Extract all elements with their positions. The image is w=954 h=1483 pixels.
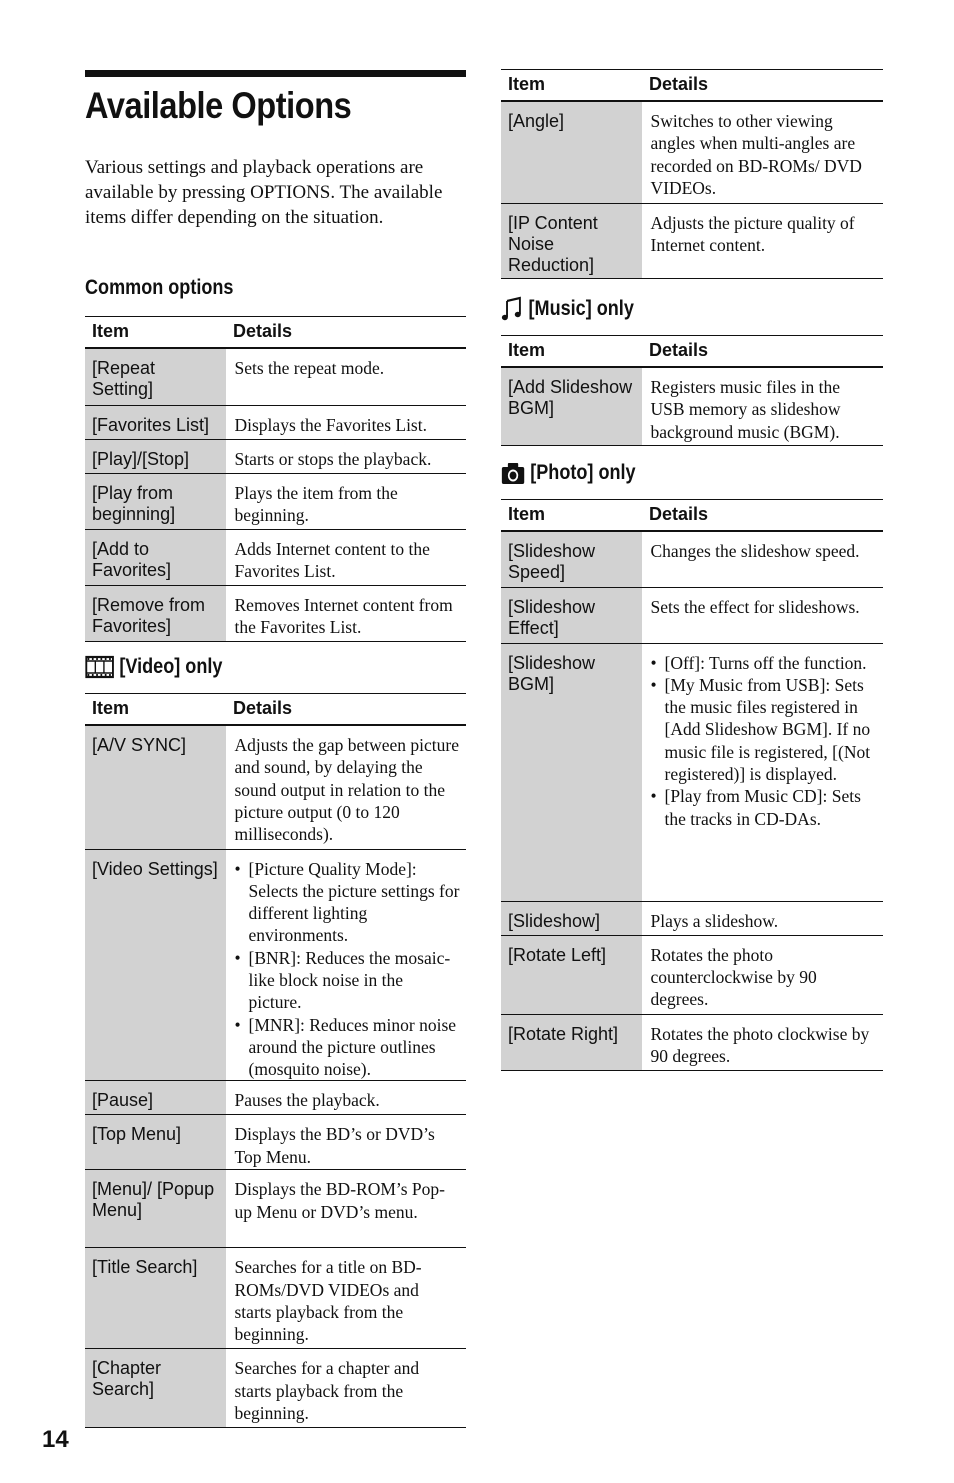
camera-icon (501, 461, 525, 485)
title-rule (85, 70, 466, 77)
table-row (85, 348, 466, 405)
details-cell: Plays a slideshow. (642, 901, 883, 935)
table-row (85, 405, 466, 439)
details-cell: Searches for a title on BD-ROMs/DVD VIDEOs and starts playback from the beginning. (226, 1248, 466, 1349)
table-row (501, 901, 883, 935)
details-cell: Adds Internet content to the Favorites List. (226, 529, 466, 585)
column-header-details: Details (226, 694, 466, 726)
item-cell: [Play]/[Stop] (85, 439, 226, 473)
photo-only-heading-text: [Photo] only (530, 461, 636, 484)
page-title: Available Options (85, 85, 352, 126)
table-row (501, 101, 883, 203)
column-header-item: Item (85, 694, 226, 726)
item-cell: [Remove from Favorites] (85, 585, 226, 641)
details-cell: Switches to other viewing angles when multi-angles are recorded on BD-ROMs/ DVD VIDEOs. (642, 101, 883, 203)
column-header-item: Item (501, 500, 642, 532)
column-header-item: Item (501, 336, 642, 368)
details-cell: Adjusts the picture quality of Internet content. (642, 203, 883, 278)
item-cell: [Slideshow Effect] (501, 587, 642, 643)
details-cell: Rotates the photo clockwise by 90 degrees. (642, 1014, 883, 1070)
table-row (85, 473, 466, 529)
column-header-details: Details (642, 70, 883, 102)
details-cell: Displays the BD’s or DVD’s Top Menu. (226, 1115, 466, 1170)
music-only-heading (501, 296, 634, 322)
item-cell: [A/V SYNC] (85, 725, 226, 849)
item-cell: [Top Menu] (85, 1115, 226, 1170)
details-cell: Removes Internet content from the Favorites List. (226, 585, 466, 641)
table-row (85, 439, 466, 473)
item-cell: [Favorites List] (85, 405, 226, 439)
item-cell: [Pause] (85, 1081, 226, 1115)
music-note-icon (501, 296, 523, 322)
details-cell: Starts or stops the playback. (226, 439, 466, 473)
column-header-item: Item (85, 317, 226, 349)
table-body (501, 531, 883, 1070)
details-bullet: • [My Music from USB]: Sets the music files registered in [Add Slideshow BGM]. If no music file is registered, [(Not registered)] is displayed. (651, 674, 878, 785)
table-row (85, 1081, 466, 1115)
video-options-table (85, 693, 466, 1428)
table-row (85, 1248, 466, 1349)
details-cell: Registers music files in the USB memory as slideshow background music (BGM). (642, 367, 883, 445)
item-cell: [Menu]/ [Popup Menu] (85, 1170, 226, 1248)
film-icon (85, 655, 114, 679)
details-bullet: • [MNR]: Reduces minor noise around the picture outlines (mosquito noise). (235, 1014, 461, 1081)
page-number: 14 (42, 1426, 69, 1453)
item-cell: [Title Search] (85, 1248, 226, 1349)
table-row (85, 725, 466, 849)
photo-options-table (501, 499, 883, 1071)
details-cell: Searches for a chapter and starts playback from the beginning. (226, 1349, 466, 1428)
table-body (501, 101, 883, 278)
video-only-heading (85, 655, 222, 679)
table-row (501, 935, 883, 1014)
details-cell: Changes the slideshow speed. (642, 531, 883, 587)
details-bullet-list (235, 858, 461, 1081)
details-cell: Plays the item from the beginning. (226, 473, 466, 529)
table-body (501, 367, 883, 445)
table-row (85, 1170, 466, 1248)
item-cell: [Add to Favorites] (85, 529, 226, 585)
details-bullet-list (651, 652, 878, 830)
details-cell: Displays the BD-ROM’s Pop-up Menu or DVD’s menu. (226, 1170, 466, 1248)
item-cell: [Video Settings] (85, 849, 226, 1081)
video-options-continued-table (501, 69, 883, 279)
item-cell: [Slideshow] (501, 901, 642, 935)
item-cell: [Angle] (501, 101, 642, 203)
common-options-table (85, 316, 466, 642)
table-row (501, 1014, 883, 1070)
table-body (85, 725, 466, 1428)
item-cell: [Add Slideshow BGM] (501, 367, 642, 445)
details-cell: Adjusts the gap between picture and sound, by delaying the sound output in relation to the picture output (0 to 120 milliseconds). (226, 725, 466, 849)
details-cell: Sets the repeat mode. (226, 348, 466, 405)
item-cell: [Rotate Left] (501, 935, 642, 1014)
table-row (501, 587, 883, 643)
details-bullet: • [Off]: Turns off the function. (651, 652, 878, 674)
table-row (85, 849, 466, 1081)
details-cell: Sets the effect for slideshows. (642, 587, 883, 643)
details-cell (226, 849, 466, 1081)
table-body (85, 348, 466, 641)
table-row (501, 531, 883, 587)
column-header-details: Details (642, 500, 883, 532)
details-bullet: • [Play from Music CD]: Sets the tracks in CD-DAs. (651, 785, 878, 830)
item-cell: [Play from beginning] (85, 473, 226, 529)
item-cell: [Repeat Setting] (85, 348, 226, 405)
details-cell: Pauses the playback. (226, 1081, 466, 1115)
item-cell: [Chapter Search] (85, 1349, 226, 1428)
table-row (501, 203, 883, 278)
table-row (85, 529, 466, 585)
common-options-heading: Common options (85, 276, 234, 299)
item-cell: [Slideshow BGM] (501, 643, 642, 901)
column-header-details: Details (642, 336, 883, 368)
details-cell (642, 643, 883, 901)
photo-only-heading (501, 461, 636, 485)
item-cell: [IP Content Noise Reduction] (501, 203, 642, 278)
details-cell: Displays the Favorites List. (226, 405, 466, 439)
table-row (501, 367, 883, 445)
column-header-details: Details (226, 317, 466, 349)
music-options-table (501, 335, 883, 446)
details-bullet: • [Picture Quality Mode]: Selects the picture settings for different lighting environments. (235, 858, 461, 947)
table-row (85, 1115, 466, 1170)
item-cell: [Rotate Right] (501, 1014, 642, 1070)
column-header-item: Item (501, 70, 642, 102)
details-cell: Rotates the photo counterclockwise by 90 degrees. (642, 935, 883, 1014)
details-bullet: • [BNR]: Reduces the mosaic-like block noise in the picture. (235, 947, 461, 1014)
video-only-heading-text: [Video] only (119, 655, 223, 678)
table-row (85, 585, 466, 641)
table-row (85, 1349, 466, 1428)
item-cell: [Slideshow Speed] (501, 531, 642, 587)
table-row (501, 643, 883, 901)
intro-paragraph: Various settings and playback operations are available by pressing OPTIONS. The available items differ depending on the situation. (85, 157, 443, 228)
music-only-heading-text: [Music] only (528, 297, 634, 320)
